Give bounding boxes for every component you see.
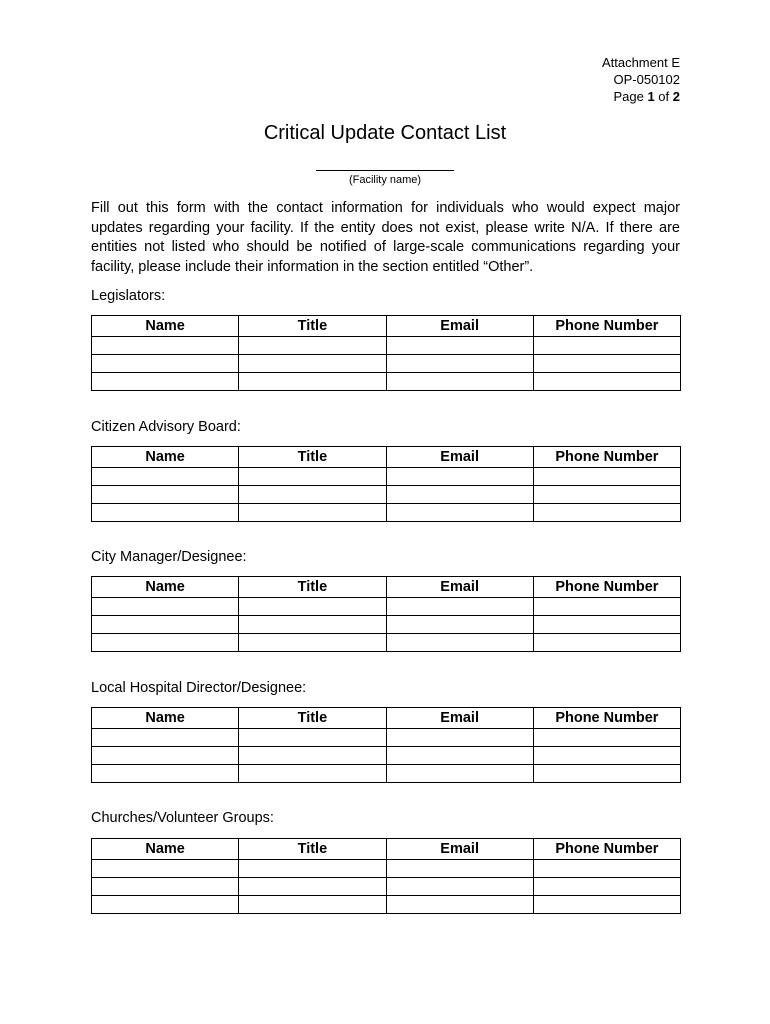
email-cell[interactable] bbox=[386, 747, 533, 765]
section-label-local-hospital-director: Local Hospital Director/Designee: bbox=[91, 680, 307, 696]
local-hospital-director-table bbox=[91, 707, 681, 783]
email-cell[interactable] bbox=[386, 468, 533, 486]
column-header-title: Title bbox=[239, 839, 386, 860]
phone-cell[interactable] bbox=[533, 729, 680, 747]
table-row bbox=[92, 337, 681, 355]
title-cell[interactable] bbox=[239, 729, 386, 747]
document-number: OP-050102 bbox=[613, 72, 680, 87]
table-row bbox=[92, 486, 681, 504]
name-cell[interactable] bbox=[92, 616, 239, 634]
phone-cell[interactable] bbox=[533, 337, 680, 355]
phone-cell[interactable] bbox=[533, 504, 680, 522]
table-row bbox=[92, 765, 681, 783]
email-cell[interactable] bbox=[386, 896, 533, 914]
table-row bbox=[92, 468, 681, 486]
name-cell[interactable] bbox=[92, 896, 239, 914]
name-cell[interactable] bbox=[92, 729, 239, 747]
section-label-legislators: Legislators: bbox=[91, 288, 166, 304]
title-cell[interactable] bbox=[239, 896, 386, 914]
attachment-label: Attachment E bbox=[601, 55, 680, 70]
page-total: 2 bbox=[672, 89, 680, 104]
name-cell[interactable] bbox=[92, 486, 239, 504]
title-cell[interactable] bbox=[239, 355, 386, 373]
title-cell[interactable] bbox=[239, 504, 386, 522]
name-cell[interactable] bbox=[92, 765, 239, 783]
email-cell[interactable] bbox=[386, 634, 533, 652]
title-cell[interactable] bbox=[239, 486, 386, 504]
name-cell[interactable] bbox=[92, 878, 239, 896]
table-row bbox=[92, 729, 681, 747]
facility-name-label: (Facility name) bbox=[348, 174, 422, 186]
citizen-advisory-board-table bbox=[91, 446, 681, 522]
table-row bbox=[92, 616, 681, 634]
column-header-email: Email bbox=[386, 447, 533, 468]
table-header-row bbox=[92, 316, 681, 337]
email-cell[interactable] bbox=[386, 504, 533, 522]
column-header-phone: Phone Number bbox=[533, 839, 680, 860]
table-row bbox=[92, 747, 681, 765]
table-header-row bbox=[92, 708, 681, 729]
column-header-title: Title bbox=[239, 708, 386, 729]
column-header-title: Title bbox=[239, 577, 386, 598]
column-header-phone: Phone Number bbox=[533, 447, 680, 468]
column-header-phone: Phone Number bbox=[533, 316, 680, 337]
table-header-row bbox=[92, 447, 681, 468]
column-header-name: Name bbox=[92, 316, 239, 337]
table-row bbox=[92, 634, 681, 652]
table-row bbox=[92, 878, 681, 896]
section-label-city-manager: City Manager/Designee: bbox=[91, 549, 247, 565]
page-of: of bbox=[654, 89, 673, 104]
phone-cell[interactable] bbox=[533, 468, 680, 486]
legislators-table bbox=[91, 315, 681, 391]
email-cell[interactable] bbox=[386, 486, 533, 504]
phone-cell[interactable] bbox=[533, 598, 680, 616]
churches-volunteer-groups-table bbox=[91, 838, 681, 914]
title-cell[interactable] bbox=[239, 373, 386, 391]
phone-cell[interactable] bbox=[533, 486, 680, 504]
title-cell[interactable] bbox=[239, 468, 386, 486]
name-cell[interactable] bbox=[92, 860, 239, 878]
table-row bbox=[92, 896, 681, 914]
title-cell[interactable] bbox=[239, 878, 386, 896]
column-header-email: Email bbox=[386, 708, 533, 729]
section-label-citizen-advisory-board: Citizen Advisory Board: bbox=[91, 419, 241, 435]
title-cell[interactable] bbox=[239, 337, 386, 355]
name-cell[interactable] bbox=[92, 504, 239, 522]
table-header-row bbox=[92, 577, 681, 598]
title-cell[interactable] bbox=[239, 860, 386, 878]
section-label-churches-volunteer-groups: Churches/Volunteer Groups: bbox=[91, 810, 274, 826]
column-header-email: Email bbox=[386, 839, 533, 860]
page-indicator bbox=[602, 88, 680, 105]
email-cell[interactable] bbox=[386, 878, 533, 896]
page-title: Critical Update Contact List bbox=[263, 122, 507, 144]
phone-cell[interactable] bbox=[533, 616, 680, 634]
email-cell[interactable] bbox=[386, 355, 533, 373]
phone-cell[interactable] bbox=[533, 373, 680, 391]
name-cell[interactable] bbox=[92, 598, 239, 616]
title-cell[interactable] bbox=[239, 747, 386, 765]
title-cell[interactable] bbox=[239, 616, 386, 634]
column-header-name: Name bbox=[92, 839, 239, 860]
column-header-phone: Phone Number bbox=[533, 708, 680, 729]
table-header-row bbox=[92, 839, 681, 860]
name-cell[interactable] bbox=[92, 337, 239, 355]
email-cell[interactable] bbox=[386, 729, 533, 747]
email-cell[interactable] bbox=[386, 337, 533, 355]
email-cell[interactable] bbox=[386, 616, 533, 634]
email-cell[interactable] bbox=[386, 598, 533, 616]
email-cell[interactable] bbox=[386, 373, 533, 391]
phone-cell[interactable] bbox=[533, 765, 680, 783]
phone-cell[interactable] bbox=[533, 355, 680, 373]
column-header-title: Title bbox=[239, 316, 386, 337]
email-cell[interactable] bbox=[386, 765, 533, 783]
name-cell[interactable] bbox=[92, 355, 239, 373]
email-cell[interactable] bbox=[386, 860, 533, 878]
table-row bbox=[92, 860, 681, 878]
column-header-email: Email bbox=[386, 316, 533, 337]
name-cell[interactable] bbox=[92, 634, 239, 652]
page-current: 1 bbox=[647, 89, 655, 104]
name-cell[interactable] bbox=[92, 468, 239, 486]
instructions-paragraph: Fill out this form with the contact information for individuals who would expect major updates regarding your facility. If the entity does not exist, please write N/A. If there are entities not listed who should be notified of large-scale communications regarding your facility, please include their information in the section entitled “Other”. bbox=[91, 200, 680, 275]
table-row bbox=[92, 355, 681, 373]
title-cell[interactable] bbox=[239, 598, 386, 616]
phone-cell[interactable] bbox=[533, 878, 680, 896]
title-cell[interactable] bbox=[239, 765, 386, 783]
column-header-name: Name bbox=[92, 577, 239, 598]
table-row bbox=[92, 504, 681, 522]
column-header-name: Name bbox=[92, 447, 239, 468]
page-prefix: Page bbox=[613, 89, 648, 104]
column-header-email: Email bbox=[386, 577, 533, 598]
table-row bbox=[92, 373, 681, 391]
city-manager-table bbox=[91, 576, 681, 652]
column-header-title: Title bbox=[239, 447, 386, 468]
name-cell[interactable] bbox=[92, 373, 239, 391]
phone-cell[interactable] bbox=[533, 860, 680, 878]
document-header bbox=[602, 54, 680, 105]
title-cell[interactable] bbox=[239, 634, 386, 652]
table-row bbox=[92, 598, 681, 616]
phone-cell[interactable] bbox=[533, 634, 680, 652]
column-header-phone: Phone Number bbox=[533, 577, 680, 598]
name-cell[interactable] bbox=[92, 747, 239, 765]
phone-cell[interactable] bbox=[533, 896, 680, 914]
column-header-name: Name bbox=[92, 708, 239, 729]
phone-cell[interactable] bbox=[533, 747, 680, 765]
facility-name-line[interactable] bbox=[316, 170, 454, 171]
